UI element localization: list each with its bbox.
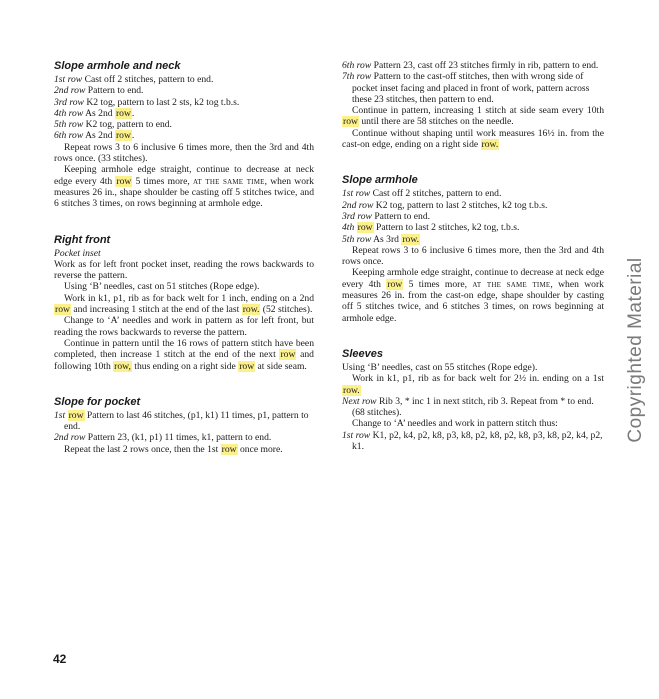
paragraph: Continue in pattern, increasing 1 stitch at side seam every 10th row until there are 58 stitches on the needle. — [343, 105, 604, 128]
row-instruction: 6th row Pattern 23, cast off 23 stitches firmly in rib, pattern to end. — [342, 60, 599, 71]
section-sleeves — [342, 348, 604, 452]
highlight: row. — [481, 139, 499, 151]
row-instruction: 1st row Cast off 2 stitches, pattern to end. — [54, 74, 214, 85]
highlight: row — [343, 116, 358, 128]
paragraph: Continue in pattern until the 16 rows of pattern stitch have been completed, then increase 1 stitch at the end of the next row and following 10th row, thus ending on a right side row at side seam. — [54, 337, 314, 372]
row-instruction: 1st row Cast off 2 stitches, pattern to end. — [342, 188, 502, 200]
section-right-front — [54, 234, 314, 372]
section-pocket-continued — [342, 60, 604, 150]
section-title: Slope armhole — [342, 174, 418, 187]
section-slope-for-pocket — [54, 396, 314, 455]
highlight: row — [387, 278, 403, 290]
row-instruction: 1st row K1, p2, k4, p2, k8, p3, k8, p2, k8, p2, k8, p3, k8, p2, k4, p2, k1. — [342, 429, 603, 453]
highlight: row. — [402, 233, 420, 245]
row-instruction: 4th row As 2nd row. — [54, 107, 135, 119]
row-instruction: 5th row As 3rd row. — [342, 233, 420, 245]
row-instruction: 2nd row Pattern 23, (k1, p1) 11 times, k1, pattern to end. — [54, 432, 272, 444]
highlight: row — [357, 222, 373, 234]
paragraph: Keeping armhole edge straight, continue to decrease at neck edge every 4th row 5 times more, at the same time, when work measures 26 in. from the cast-on edge, shape shoulder by casting off 5 stitches twice, and 6 stitches 3 times, on rows beginning at armhole edge. — [342, 267, 604, 324]
subheading: Pocket inset — [54, 247, 101, 259]
highlight: row. — [242, 304, 260, 316]
highlight: row — [280, 349, 296, 361]
row-instruction: 5th row K2 tog, pattern to end. — [54, 119, 172, 131]
highlight: row. — [343, 384, 360, 396]
section-title: Sleeves — [342, 347, 383, 360]
highlight: row — [68, 409, 84, 421]
highlight: row — [115, 130, 131, 142]
highlight: row, — [114, 360, 131, 372]
section-title: Slope for pocket — [54, 395, 141, 408]
row-instruction: 3rd row Pattern to end. — [342, 210, 431, 222]
paragraph: Repeat the last 2 rows once, then the 1st row once more. — [64, 443, 283, 455]
paragraph: Using ‘B’ needles, cast on 55 stitches (Rope edge). — [342, 361, 538, 373]
highlight: row — [239, 360, 255, 372]
paragraph: Work in k1, p1, rib as for back welt for 1 inch, ending on a 2nd row and increasing 1 stitch at the end of the last row. (52 stitches). — [55, 292, 314, 316]
row-instruction: 4th row Pattern to last 2 stitches, k2 tog, t.b.s. — [342, 222, 520, 234]
paragraph: Continue without shaping until work measures 16½ in. from the cast-on edge, ending on a right side row. — [342, 127, 604, 151]
section-slope-armhole-neck — [54, 60, 314, 210]
section-title: Slope armhole and neck — [54, 60, 181, 72]
paragraph: Keeping armhole edge straight, continue to decrease at neck edge every 4th row 5 times more, at the same time, when work measures 26 in., shape shoulder be casting off 5 stitches twice, and 6 stitches 3 times, on rows beginning at armhole edge. — [54, 164, 314, 210]
paragraph: Repeat rows 3 to 6 inclusive 6 times more, then the 3rd and 4th rows once. — [342, 244, 604, 268]
row-instruction: 3rd row K2 tog, pattern to last 2 sts, k2 tog t.b.s. — [54, 96, 240, 108]
section-slope-armhole — [342, 174, 604, 324]
section-title: Right front — [54, 233, 111, 246]
row-instruction: 7th row Pattern to the cast-off stitches, then with wrong side of pocket inset facing and placed in front of work, pattern across these 23 stitches, then pattern to end. — [342, 71, 590, 105]
copyright-watermark: Copyrighted Material — [625, 257, 646, 443]
paragraph: Change to ‘A’ needles and work in pattern as for left front, but reading the rows backwards to reverse the pattern. — [54, 315, 314, 338]
page-number: 42 — [53, 652, 67, 666]
row-instruction: 2nd row K2 tog, pattern to last 2 stitches, k2 tog t.b.s. — [342, 199, 548, 211]
row-instruction: Next row Rib 3, * inc 1 in next stitch, rib 3. Repeat from * to end. (68 stitches). — [342, 395, 594, 419]
row-instruction: 6th row As 2nd row. — [54, 130, 135, 142]
highlight: row — [55, 304, 70, 316]
row-instruction: 2nd row Pattern to end. — [54, 85, 144, 97]
paragraph: Work as for left front pocket inset, reading the rows backwards to reverse the pattern. — [54, 258, 314, 282]
row-instruction: 1st row Pattern to last 46 stitches, (p1, k1) 11 times, p1, pattern to end. — [54, 409, 309, 433]
highlight: row — [115, 107, 131, 119]
paragraph: Using ‘B’ needles, cast on 51 stitches (Rope edge). — [64, 281, 260, 293]
highlight: row — [116, 175, 132, 187]
paragraph: Work in k1, p1, rib as for back welt for 2½ in. ending on a 1st row. — [343, 373, 604, 396]
paragraph: Repeat rows 3 to 6 inclusive 6 times more, then the 3rd and 4th rows once. (33 stitches). — [54, 141, 314, 165]
paragraph: Change to ‘A’ needles and work in pattern stitch thus: — [352, 418, 558, 430]
left-column — [54, 60, 314, 479]
highlight: row — [221, 443, 237, 455]
right-column — [342, 60, 604, 476]
